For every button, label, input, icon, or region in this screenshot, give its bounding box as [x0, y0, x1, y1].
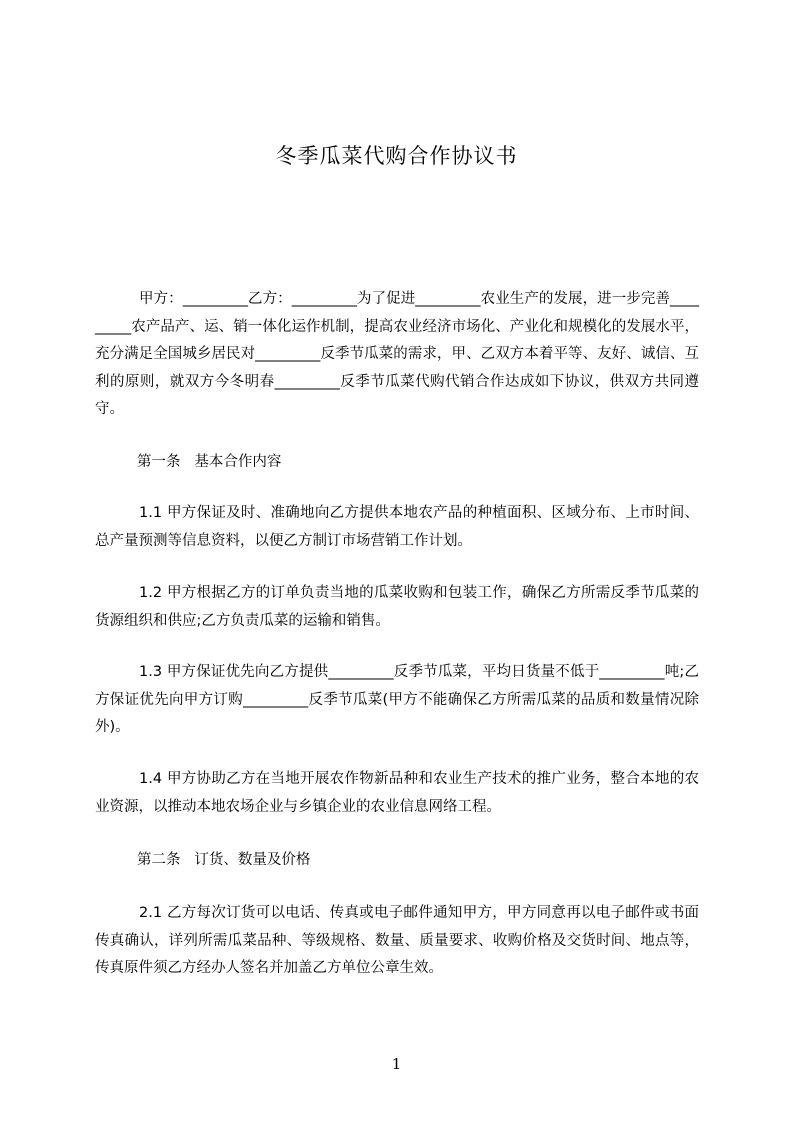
article-2-heading: 第二条 订货、数量及价格	[137, 852, 311, 868]
clause-1-2: 1.2 甲方根据乙方的订单负责当地的瓜菜收购和包装工作，确保乙方所需反季节瓜菜的货源组织和供应;乙方负责瓜菜的运输和销售。	[95, 585, 699, 629]
clause-2-1: 2.1 乙方每次订货可以电话、传真或电子邮件通知甲方，甲方同意再以电子邮件或书面传真确认，详列所需瓜菜品种、等级规格、数量、质量要求、收购价格及交货时间、地点等，传真原件须乙方经办人签名并加盖乙方单位公章生效。	[95, 905, 699, 976]
document-title: 冬季瓜菜代购合作协议书	[275, 144, 518, 168]
intro-paragraph: 甲方：_________乙方：_________为了促进_________农业生产的发展，进一步完善_________农产品产、运、销一体化运作机制，提高农业经济市场化、产业化和规模化的发展水平，充分满足全国城乡居民对_________反季节瓜菜的需求，甲、乙双方本着平等、友好、诚信、互利的原则，就双方今冬明春_________反季节瓜菜代购代销合作达成如下协议，供双方共同遵守。	[95, 291, 699, 417]
clause-1-1: 1.1 甲方保证及时、准确地向乙方提供本地农产品的种植面积、区域分布、上市时间、总产量预测等信息资料，以便乙方制订市场营销工作计划。	[95, 505, 699, 549]
article-1-heading: 第一条 基本合作内容	[137, 454, 282, 470]
page-number: 1	[391, 1055, 402, 1073]
clause-1-4: 1.4 甲方协助乙方在当地开展农作物新品种和农业生产技术的推广业务，整合本地的农业资源，以推动本地农场企业与乡镇企业的农业信息网络工程。	[95, 771, 699, 815]
clause-1-3: 1.3 甲方保证优先向乙方提供_________反季节瓜菜，平均日货量不低于_________吨;乙方保证优先向甲方订购_________反季节瓜菜(甲方不能确保乙方所需瓜菜的品质和数量情况除外)。	[95, 664, 699, 735]
